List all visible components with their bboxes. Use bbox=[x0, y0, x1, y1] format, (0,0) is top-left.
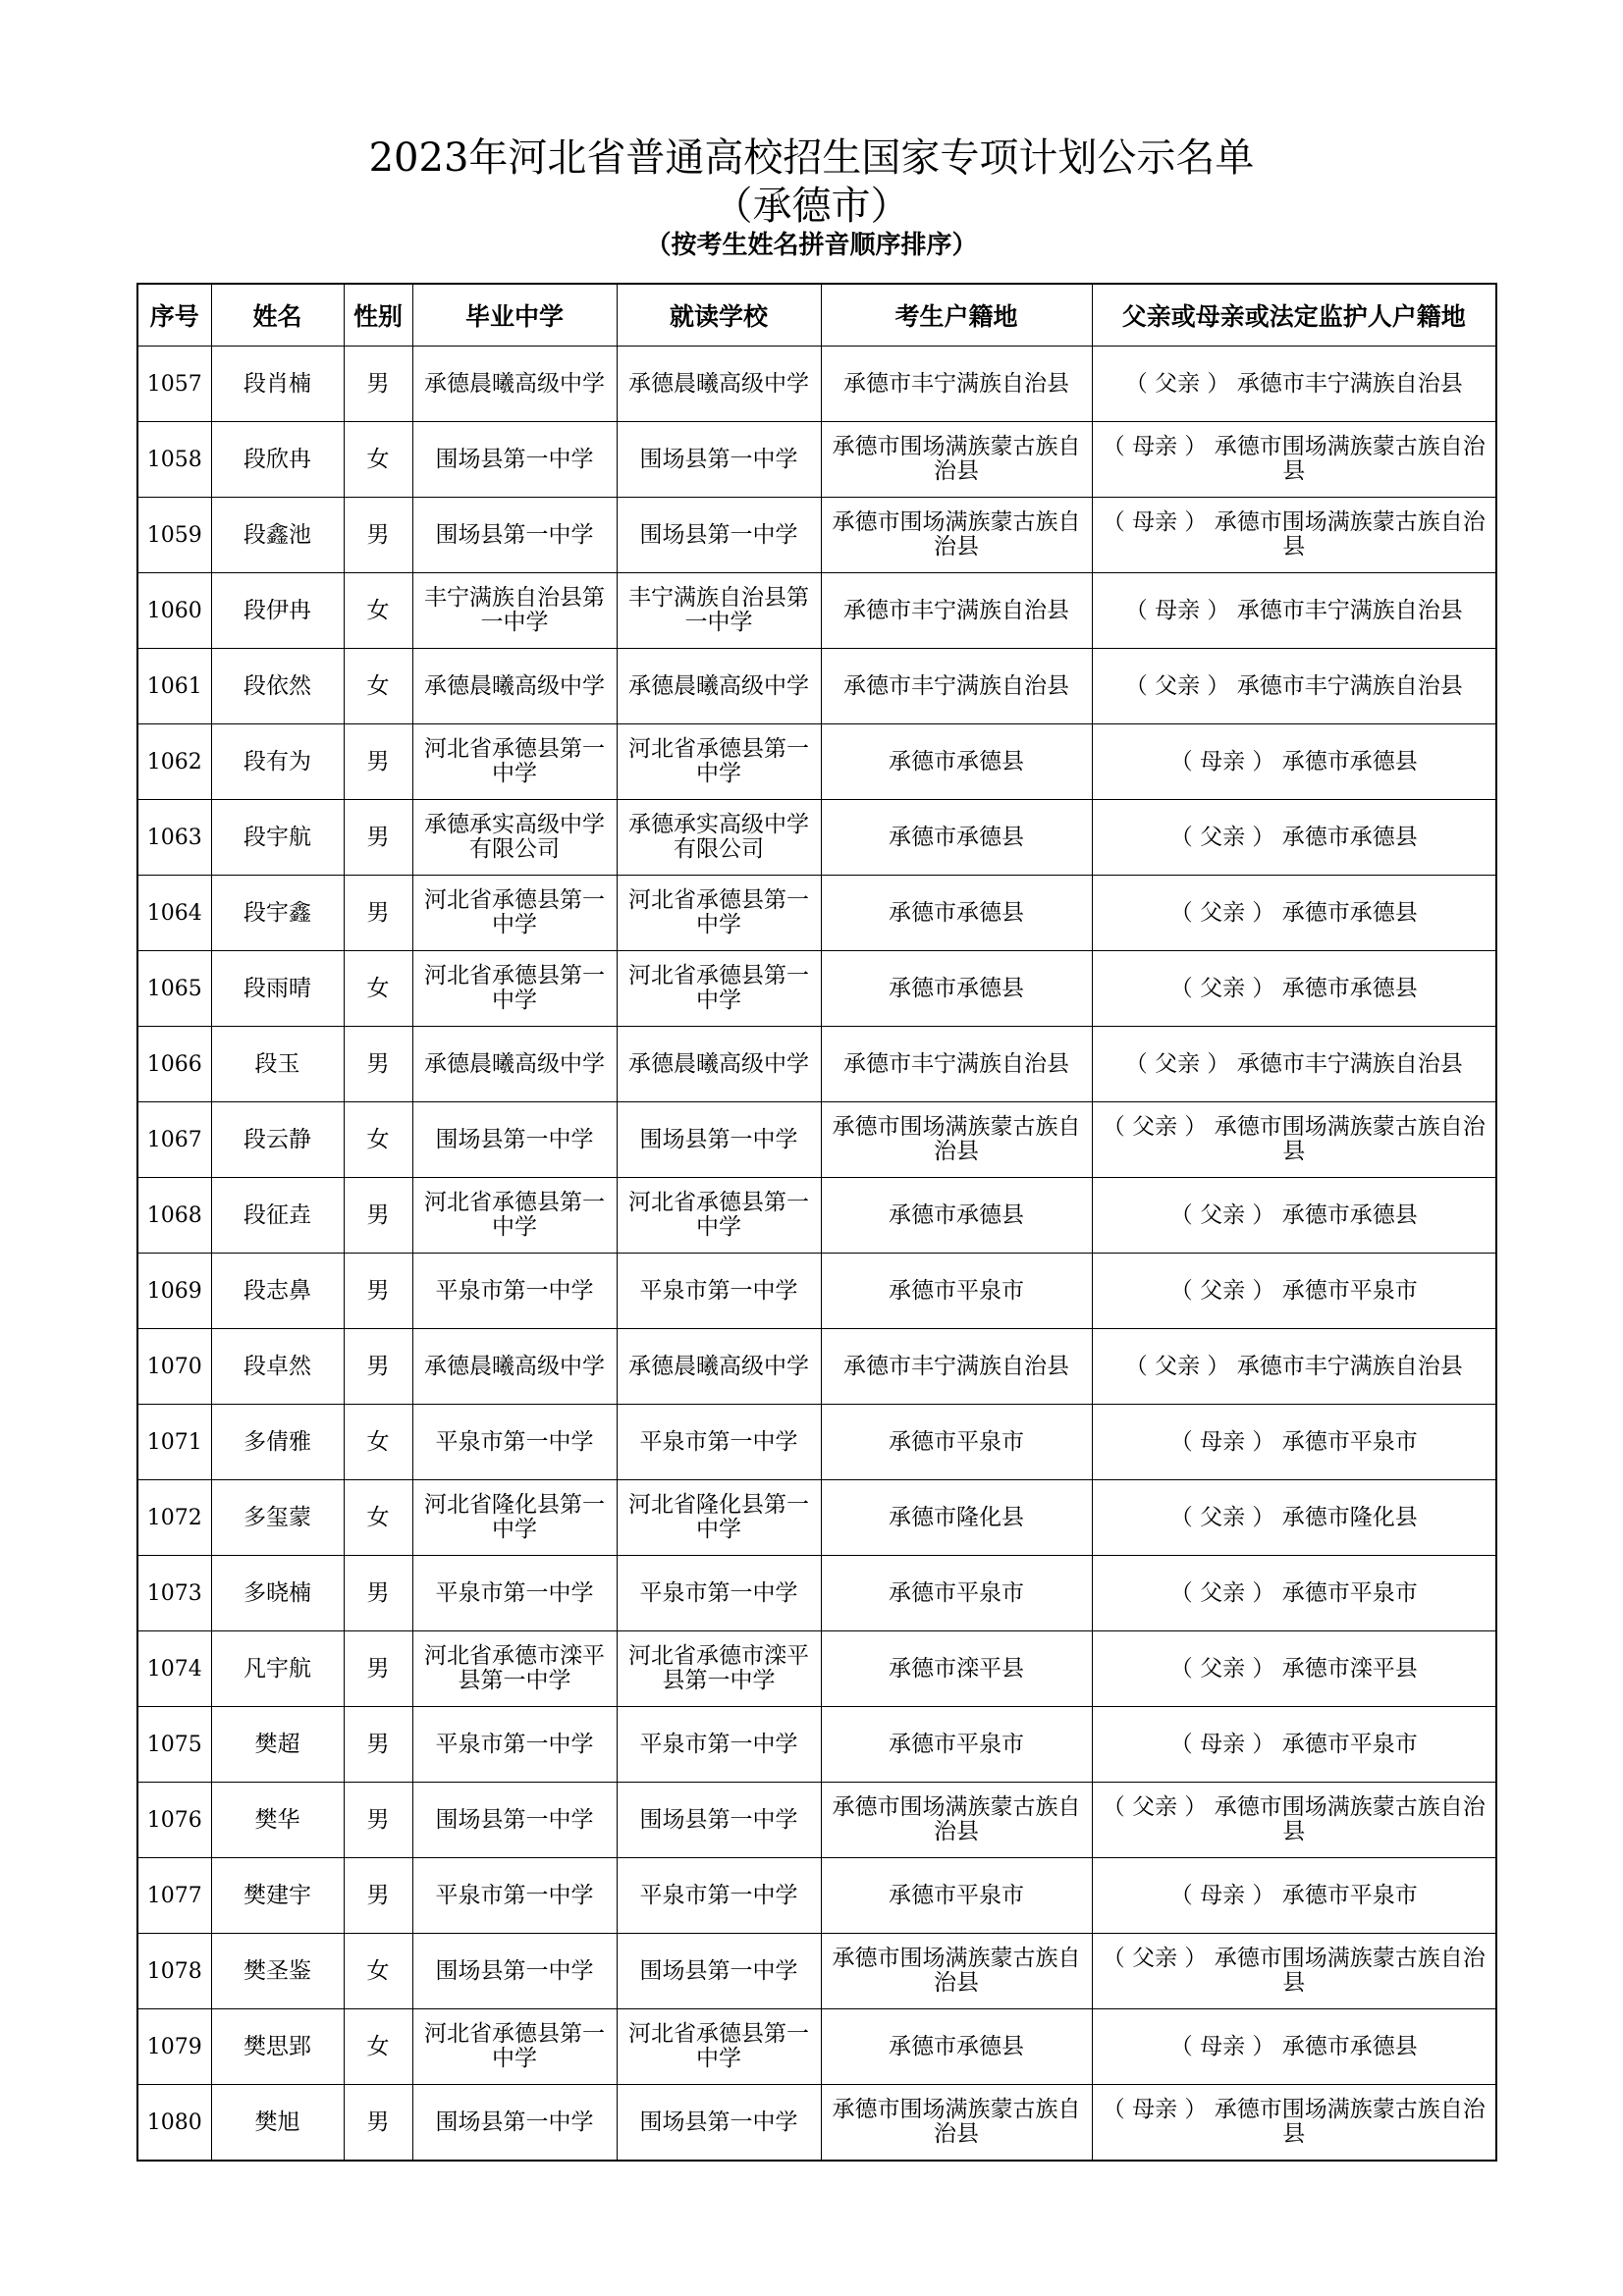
table-row bbox=[137, 1027, 1496, 1102]
cell-student-residence: 承德市丰宁满族自治县 bbox=[821, 1027, 1092, 1102]
cell-index: 1064 bbox=[137, 876, 211, 951]
cell-guardian-residence: （ 母亲 ） 承德市平泉市 bbox=[1092, 1707, 1496, 1783]
cell-current-school: 河北省承德县第一中学 bbox=[617, 951, 821, 1027]
cell-student-residence: 承德市丰宁满族自治县 bbox=[821, 347, 1092, 422]
cell-current-school: 平泉市第一中学 bbox=[617, 1556, 821, 1631]
table-row bbox=[137, 649, 1496, 724]
cell-name: 段鑫池 bbox=[211, 498, 344, 573]
cell-name: 樊建宇 bbox=[211, 1858, 344, 1934]
table-row bbox=[137, 1102, 1496, 1178]
cell-guardian-residence: （ 母亲 ） 承德市平泉市 bbox=[1092, 1858, 1496, 1934]
cell-index: 1070 bbox=[137, 1329, 211, 1405]
cell-gender: 女 bbox=[344, 649, 412, 724]
cell-index: 1060 bbox=[137, 573, 211, 649]
cell-graduated-school: 围场县第一中学 bbox=[412, 422, 617, 498]
table-row bbox=[137, 2085, 1496, 2162]
cell-graduated-school: 河北省承德县第一中学 bbox=[412, 1178, 617, 1254]
cell-student-residence: 承德市承德县 bbox=[821, 724, 1092, 800]
table-row bbox=[137, 498, 1496, 573]
cell-name: 樊思郢 bbox=[211, 2009, 344, 2085]
cell-graduated-school: 丰宁满族自治县第一中学 bbox=[412, 573, 617, 649]
cell-name: 多倩雅 bbox=[211, 1405, 344, 1480]
cell-name: 段卓然 bbox=[211, 1329, 344, 1405]
cell-name: 段欣冉 bbox=[211, 422, 344, 498]
cell-current-school: 围场县第一中学 bbox=[617, 1102, 821, 1178]
cell-guardian-residence: （ 父亲 ） 承德市丰宁满族自治县 bbox=[1092, 1027, 1496, 1102]
cell-student-residence: 承德市平泉市 bbox=[821, 1405, 1092, 1480]
document-title: 2023年河北省普通高校招生国家专项计划公示名单 bbox=[368, 135, 1255, 181]
cell-index: 1080 bbox=[137, 2085, 211, 2162]
cell-name: 段云静 bbox=[211, 1102, 344, 1178]
cell-student-residence: 承德市平泉市 bbox=[821, 1254, 1092, 1329]
cell-name: 樊华 bbox=[211, 1783, 344, 1858]
cell-graduated-school: 围场县第一中学 bbox=[412, 2085, 617, 2162]
cell-current-school: 河北省隆化县第一中学 bbox=[617, 1480, 821, 1556]
cell-guardian-residence: （ 父亲 ） 承德市承德县 bbox=[1092, 800, 1496, 876]
cell-current-school: 围场县第一中学 bbox=[617, 498, 821, 573]
cell-gender: 女 bbox=[344, 573, 412, 649]
cell-graduated-school: 河北省承德县第一中学 bbox=[412, 951, 617, 1027]
cell-graduated-school: 河北省承德市滦平县第一中学 bbox=[412, 1631, 617, 1707]
cell-guardian-residence: （ 母亲 ） 承德市平泉市 bbox=[1092, 1405, 1496, 1480]
cell-name: 段玉 bbox=[211, 1027, 344, 1102]
cell-current-school: 河北省承德县第一中学 bbox=[617, 876, 821, 951]
table-row bbox=[137, 951, 1496, 1027]
cell-current-school: 河北省承德县第一中学 bbox=[617, 2009, 821, 2085]
cell-graduated-school: 平泉市第一中学 bbox=[412, 1405, 617, 1480]
table-row bbox=[137, 1707, 1496, 1783]
cell-index: 1063 bbox=[137, 800, 211, 876]
cell-gender: 男 bbox=[344, 1707, 412, 1783]
cell-graduated-school: 河北省承德县第一中学 bbox=[412, 2009, 617, 2085]
cell-graduated-school: 承德晨曦高级中学 bbox=[412, 347, 617, 422]
cell-index: 1074 bbox=[137, 1631, 211, 1707]
cell-guardian-residence: （ 父亲 ） 承德市围场满族蒙古族自治县 bbox=[1092, 1102, 1496, 1178]
table-row bbox=[137, 347, 1496, 422]
cell-graduated-school: 河北省隆化县第一中学 bbox=[412, 1480, 617, 1556]
cell-guardian-residence: （ 父亲 ） 承德市丰宁满族自治县 bbox=[1092, 347, 1496, 422]
cell-guardian-residence: （ 父亲 ） 承德市承德县 bbox=[1092, 1178, 1496, 1254]
roster-table bbox=[136, 283, 1497, 2162]
cell-index: 1058 bbox=[137, 422, 211, 498]
cell-index: 1067 bbox=[137, 1102, 211, 1178]
cell-guardian-residence: （ 父亲 ） 承德市平泉市 bbox=[1092, 1556, 1496, 1631]
cell-gender: 男 bbox=[344, 800, 412, 876]
cell-gender: 男 bbox=[344, 1783, 412, 1858]
cell-graduated-school: 承德晨曦高级中学 bbox=[412, 649, 617, 724]
cell-name: 段宇航 bbox=[211, 800, 344, 876]
cell-current-school: 平泉市第一中学 bbox=[617, 1707, 821, 1783]
cell-current-school: 围场县第一中学 bbox=[617, 2085, 821, 2162]
cell-index: 1073 bbox=[137, 1556, 211, 1631]
cell-student-residence: 承德市围场满族蒙古族自治县 bbox=[821, 1102, 1092, 1178]
cell-index: 1075 bbox=[137, 1707, 211, 1783]
cell-student-residence: 承德市围场满族蒙古族自治县 bbox=[821, 498, 1092, 573]
cell-guardian-residence: （ 父亲 ） 承德市承德县 bbox=[1092, 876, 1496, 951]
table-row bbox=[137, 800, 1496, 876]
cell-index: 1077 bbox=[137, 1858, 211, 1934]
header-current-school: 就读学校 bbox=[617, 284, 821, 347]
cell-name: 段肖楠 bbox=[211, 347, 344, 422]
cell-current-school: 河北省承德县第一中学 bbox=[617, 724, 821, 800]
cell-current-school: 平泉市第一中学 bbox=[617, 1405, 821, 1480]
cell-graduated-school: 围场县第一中学 bbox=[412, 1102, 617, 1178]
cell-guardian-residence: （ 父亲 ） 承德市丰宁满族自治县 bbox=[1092, 1329, 1496, 1405]
cell-student-residence: 承德市平泉市 bbox=[821, 1707, 1092, 1783]
header-student-residence: 考生户籍地 bbox=[821, 284, 1092, 347]
cell-name: 多晓楠 bbox=[211, 1556, 344, 1631]
table-row bbox=[137, 1858, 1496, 1934]
cell-index: 1066 bbox=[137, 1027, 211, 1102]
cell-current-school: 承德晨曦高级中学 bbox=[617, 1027, 821, 1102]
table-row bbox=[137, 573, 1496, 649]
table-row bbox=[137, 724, 1496, 800]
cell-name: 樊旭 bbox=[211, 2085, 344, 2162]
header-gender: 性别 bbox=[344, 284, 412, 347]
cell-name: 段志鼻 bbox=[211, 1254, 344, 1329]
cell-guardian-residence: （ 父亲 ） 承德市平泉市 bbox=[1092, 1254, 1496, 1329]
cell-current-school: 承德晨曦高级中学 bbox=[617, 649, 821, 724]
cell-current-school: 平泉市第一中学 bbox=[617, 1858, 821, 1934]
cell-index: 1079 bbox=[137, 2009, 211, 2085]
table-row bbox=[137, 1556, 1496, 1631]
cell-graduated-school: 平泉市第一中学 bbox=[412, 1556, 617, 1631]
cell-index: 1057 bbox=[137, 347, 211, 422]
cell-gender: 男 bbox=[344, 498, 412, 573]
cell-index: 1065 bbox=[137, 951, 211, 1027]
table-row bbox=[137, 2009, 1496, 2085]
cell-guardian-residence: （ 母亲 ） 承德市围场满族蒙古族自治县 bbox=[1092, 2085, 1496, 2162]
cell-student-residence: 承德市滦平县 bbox=[821, 1631, 1092, 1707]
cell-gender: 男 bbox=[344, 876, 412, 951]
cell-current-school: 丰宁满族自治县第一中学 bbox=[617, 573, 821, 649]
cell-student-residence: 承德市围场满族蒙古族自治县 bbox=[821, 1783, 1092, 1858]
cell-student-residence: 承德市承德县 bbox=[821, 800, 1092, 876]
header-guardian-residence: 父亲或母亲或法定监护人户籍地 bbox=[1092, 284, 1496, 347]
table-row bbox=[137, 1783, 1496, 1858]
cell-name: 凡宇航 bbox=[211, 1631, 344, 1707]
cell-student-residence: 承德市平泉市 bbox=[821, 1858, 1092, 1934]
cell-index: 1072 bbox=[137, 1480, 211, 1556]
cell-student-residence: 承德市围场满族蒙古族自治县 bbox=[821, 422, 1092, 498]
cell-gender: 男 bbox=[344, 1027, 412, 1102]
cell-guardian-residence: （ 母亲 ） 承德市承德县 bbox=[1092, 2009, 1496, 2085]
cell-current-school: 承德晨曦高级中学 bbox=[617, 1329, 821, 1405]
cell-name: 多玺蒙 bbox=[211, 1480, 344, 1556]
cell-gender: 男 bbox=[344, 724, 412, 800]
cell-student-residence: 承德市围场满族蒙古族自治县 bbox=[821, 2085, 1092, 2162]
cell-gender: 女 bbox=[344, 2009, 412, 2085]
cell-current-school: 河北省承德市滦平县第一中学 bbox=[617, 1631, 821, 1707]
cell-gender: 男 bbox=[344, 1858, 412, 1934]
header-index: 序号 bbox=[137, 284, 211, 347]
cell-gender: 男 bbox=[344, 2085, 412, 2162]
cell-student-residence: 承德市丰宁满族自治县 bbox=[821, 1329, 1092, 1405]
cell-current-school: 平泉市第一中学 bbox=[617, 1254, 821, 1329]
cell-name: 樊超 bbox=[211, 1707, 344, 1783]
cell-index: 1076 bbox=[137, 1783, 211, 1858]
header-name: 姓名 bbox=[211, 284, 344, 347]
cell-index: 1069 bbox=[137, 1254, 211, 1329]
cell-graduated-school: 承德晨曦高级中学 bbox=[412, 1027, 617, 1102]
cell-graduated-school: 平泉市第一中学 bbox=[412, 1707, 617, 1783]
table-row bbox=[137, 1254, 1496, 1329]
cell-guardian-residence: （ 父亲 ） 承德市丰宁满族自治县 bbox=[1092, 649, 1496, 724]
cell-student-residence: 承德市隆化县 bbox=[821, 1480, 1092, 1556]
cell-gender: 男 bbox=[344, 1631, 412, 1707]
cell-gender: 男 bbox=[344, 1556, 412, 1631]
cell-name: 段雨晴 bbox=[211, 951, 344, 1027]
table-row bbox=[137, 422, 1496, 498]
cell-graduated-school: 围场县第一中学 bbox=[412, 1783, 617, 1858]
cell-guardian-residence: （ 母亲 ） 承德市承德县 bbox=[1092, 724, 1496, 800]
cell-graduated-school: 平泉市第一中学 bbox=[412, 1254, 617, 1329]
table-row bbox=[137, 1329, 1496, 1405]
document-city: （承德市） bbox=[713, 184, 910, 229]
cell-gender: 女 bbox=[344, 1480, 412, 1556]
cell-current-school: 河北省承德县第一中学 bbox=[617, 1178, 821, 1254]
cell-student-residence: 承德市承德县 bbox=[821, 2009, 1092, 2085]
cell-gender: 男 bbox=[344, 347, 412, 422]
cell-graduated-school: 平泉市第一中学 bbox=[412, 1858, 617, 1934]
cell-gender: 女 bbox=[344, 1934, 412, 2009]
table-row bbox=[137, 1480, 1496, 1556]
cell-student-residence: 承德市承德县 bbox=[821, 876, 1092, 951]
cell-guardian-residence: （ 父亲 ） 承德市围场满族蒙古族自治县 bbox=[1092, 1783, 1496, 1858]
cell-index: 1061 bbox=[137, 649, 211, 724]
cell-student-residence: 承德市承德县 bbox=[821, 1178, 1092, 1254]
cell-gender: 男 bbox=[344, 1178, 412, 1254]
cell-name: 段伊冉 bbox=[211, 573, 344, 649]
cell-student-residence: 承德市围场满族蒙古族自治县 bbox=[821, 1934, 1092, 2009]
table-row bbox=[137, 1631, 1496, 1707]
cell-current-school: 围场县第一中学 bbox=[617, 422, 821, 498]
cell-current-school: 承德晨曦高级中学 bbox=[617, 347, 821, 422]
table-row bbox=[137, 1178, 1496, 1254]
cell-index: 1071 bbox=[137, 1405, 211, 1480]
cell-name: 段依然 bbox=[211, 649, 344, 724]
cell-graduated-school: 围场县第一中学 bbox=[412, 498, 617, 573]
table-row bbox=[137, 1934, 1496, 2009]
cell-name: 段征垚 bbox=[211, 1178, 344, 1254]
cell-guardian-residence: （ 父亲 ） 承德市滦平县 bbox=[1092, 1631, 1496, 1707]
cell-guardian-residence: （ 母亲 ） 承德市围场满族蒙古族自治县 bbox=[1092, 422, 1496, 498]
cell-graduated-school: 河北省承德县第一中学 bbox=[412, 724, 617, 800]
cell-current-school: 承德承实高级中学有限公司 bbox=[617, 800, 821, 876]
cell-graduated-school: 河北省承德县第一中学 bbox=[412, 876, 617, 951]
cell-name: 段有为 bbox=[211, 724, 344, 800]
table-row bbox=[137, 1405, 1496, 1480]
cell-guardian-residence: （ 父亲 ） 承德市隆化县 bbox=[1092, 1480, 1496, 1556]
cell-index: 1059 bbox=[137, 498, 211, 573]
cell-guardian-residence: （ 父亲 ） 承德市围场满族蒙古族自治县 bbox=[1092, 1934, 1496, 2009]
cell-name: 樊圣鉴 bbox=[211, 1934, 344, 2009]
cell-student-residence: 承德市丰宁满族自治县 bbox=[821, 573, 1092, 649]
cell-index: 1062 bbox=[137, 724, 211, 800]
cell-graduated-school: 承德承实高级中学有限公司 bbox=[412, 800, 617, 876]
document-sort-note: （按考生姓名拼音顺序排序） bbox=[645, 231, 978, 260]
cell-gender: 男 bbox=[344, 1329, 412, 1405]
table-header-row bbox=[137, 284, 1496, 347]
cell-guardian-residence: （ 父亲 ） 承德市承德县 bbox=[1092, 951, 1496, 1027]
cell-student-residence: 承德市丰宁满族自治县 bbox=[821, 649, 1092, 724]
cell-graduated-school: 围场县第一中学 bbox=[412, 1934, 617, 2009]
cell-index: 1068 bbox=[137, 1178, 211, 1254]
cell-guardian-residence: （ 母亲 ） 承德市丰宁满族自治县 bbox=[1092, 573, 1496, 649]
cell-gender: 女 bbox=[344, 1405, 412, 1480]
cell-index: 1078 bbox=[137, 1934, 211, 2009]
cell-current-school: 围场县第一中学 bbox=[617, 1934, 821, 2009]
cell-guardian-residence: （ 母亲 ） 承德市围场满族蒙古族自治县 bbox=[1092, 498, 1496, 573]
table-row bbox=[137, 876, 1496, 951]
cell-gender: 女 bbox=[344, 422, 412, 498]
cell-name: 段宇鑫 bbox=[211, 876, 344, 951]
cell-gender: 女 bbox=[344, 1102, 412, 1178]
cell-student-residence: 承德市平泉市 bbox=[821, 1556, 1092, 1631]
cell-gender: 女 bbox=[344, 951, 412, 1027]
cell-graduated-school: 承德晨曦高级中学 bbox=[412, 1329, 617, 1405]
cell-student-residence: 承德市承德县 bbox=[821, 951, 1092, 1027]
header-graduated-school: 毕业中学 bbox=[412, 284, 617, 347]
cell-gender: 男 bbox=[344, 1254, 412, 1329]
cell-current-school: 围场县第一中学 bbox=[617, 1783, 821, 1858]
